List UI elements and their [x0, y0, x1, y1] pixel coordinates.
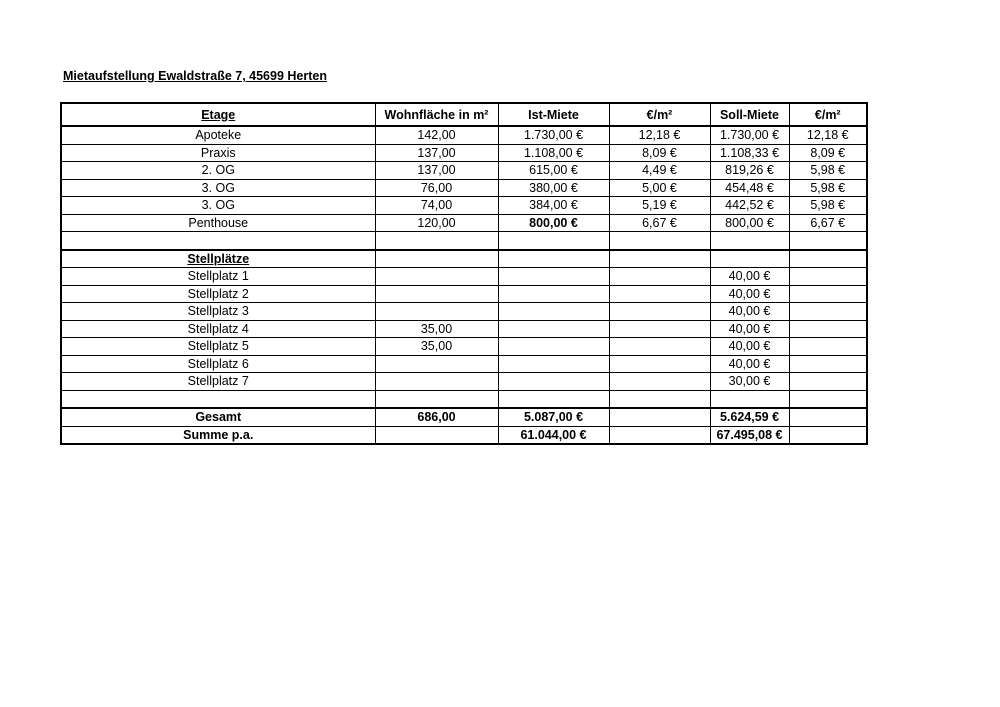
table-cell	[375, 373, 498, 391]
unit-row	[61, 144, 867, 162]
table-cell: Stellplatz 2	[61, 285, 375, 303]
table-cell: 8,09 €	[789, 144, 867, 162]
table-cell: 686,00	[375, 408, 498, 426]
column-header: Wohnfläche in m²	[375, 103, 498, 126]
table-cell	[609, 303, 710, 321]
table-cell: Stellplatz 5	[61, 338, 375, 356]
parking-section-label: Stellplätze	[61, 250, 375, 268]
table-cell: Stellplatz 3	[61, 303, 375, 321]
table-cell	[609, 426, 710, 444]
table-cell: 5,98 €	[789, 162, 867, 180]
table-cell: 67.495,08 €	[710, 426, 789, 444]
column-header: Ist-Miete	[498, 103, 609, 126]
table-cell: 1.108,00 €	[498, 144, 609, 162]
column-header: €/m²	[789, 103, 867, 126]
table-cell: 384,00 €	[498, 197, 609, 215]
table-cell: Gesamt	[61, 408, 375, 426]
table-cell: 800,00 €	[498, 214, 609, 232]
parking-header-row	[61, 250, 867, 268]
table-cell: Stellplatz 7	[61, 373, 375, 391]
table-cell	[710, 250, 789, 268]
table-cell: 74,00	[375, 197, 498, 215]
header-row	[61, 103, 867, 126]
table-cell	[609, 285, 710, 303]
parking-row	[61, 320, 867, 338]
table-cell: 40,00 €	[710, 338, 789, 356]
table-cell	[710, 232, 789, 250]
table-cell: 4,49 €	[609, 162, 710, 180]
table-cell	[789, 408, 867, 426]
table-cell: 137,00	[375, 162, 498, 180]
table-cell	[498, 355, 609, 373]
table-cell	[609, 268, 710, 286]
parking-row	[61, 338, 867, 356]
table-cell: 40,00 €	[710, 268, 789, 286]
table-cell	[789, 338, 867, 356]
table-cell	[789, 232, 867, 250]
table-cell	[498, 373, 609, 391]
table-cell: 5.087,00 €	[498, 408, 609, 426]
table-cell: 137,00	[375, 144, 498, 162]
table-cell: 120,00	[375, 214, 498, 232]
table-cell: 35,00	[375, 320, 498, 338]
table-cell	[375, 285, 498, 303]
column-header: Soll-Miete	[710, 103, 789, 126]
column-header: Etage	[61, 103, 375, 126]
table-cell	[498, 250, 609, 268]
table-cell	[789, 373, 867, 391]
table-cell	[789, 250, 867, 268]
table-cell: 3. OG	[61, 197, 375, 215]
table-cell: 40,00 €	[710, 320, 789, 338]
table-cell	[710, 390, 789, 408]
table-cell	[498, 303, 609, 321]
table-cell: Praxis	[61, 144, 375, 162]
table-cell	[375, 250, 498, 268]
table-cell	[609, 250, 710, 268]
parking-row	[61, 355, 867, 373]
table-cell	[498, 285, 609, 303]
table-cell	[498, 320, 609, 338]
table-cell	[375, 303, 498, 321]
table-cell: 615,00 €	[498, 162, 609, 180]
table-cell: 12,18 €	[789, 126, 867, 144]
parking-row	[61, 268, 867, 286]
table-cell	[375, 426, 498, 444]
table-cell: 8,09 €	[609, 144, 710, 162]
rent-table	[60, 102, 868, 445]
table-cell: Stellplatz 4	[61, 320, 375, 338]
table-cell	[609, 373, 710, 391]
table-cell: 1.108,33 €	[710, 144, 789, 162]
spacer-row	[61, 390, 867, 408]
table-cell	[609, 355, 710, 373]
unit-row	[61, 162, 867, 180]
table-cell: 442,52 €	[710, 197, 789, 215]
table-cell	[498, 390, 609, 408]
table-cell: 819,26 €	[710, 162, 789, 180]
table-cell	[609, 232, 710, 250]
table-cell: 6,67 €	[609, 214, 710, 232]
table-cell: 40,00 €	[710, 355, 789, 373]
table-cell	[789, 426, 867, 444]
table-cell	[498, 268, 609, 286]
table-cell	[789, 285, 867, 303]
table-cell: 76,00	[375, 179, 498, 197]
unit-row	[61, 179, 867, 197]
column-header: €/m²	[609, 103, 710, 126]
table-cell: Summe p.a.	[61, 426, 375, 444]
table-cell	[61, 232, 375, 250]
table-cell: 5,00 €	[609, 179, 710, 197]
table-cell: 35,00	[375, 338, 498, 356]
table-cell: 454,48 €	[710, 179, 789, 197]
table-cell: Penthouse	[61, 214, 375, 232]
table-cell	[609, 320, 710, 338]
table-cell: 5,98 €	[789, 179, 867, 197]
table-cell	[498, 338, 609, 356]
table-cell: 5,98 €	[789, 197, 867, 215]
table-cell: Stellplatz 6	[61, 355, 375, 373]
table-cell	[375, 268, 498, 286]
table-cell	[789, 355, 867, 373]
unit-row	[61, 126, 867, 144]
parking-row	[61, 373, 867, 391]
table-cell: 40,00 €	[710, 285, 789, 303]
table-cell	[498, 232, 609, 250]
table-cell	[789, 268, 867, 286]
table-cell: Stellplatz 1	[61, 268, 375, 286]
table-cell: 5,19 €	[609, 197, 710, 215]
table-cell: 800,00 €	[710, 214, 789, 232]
total-row	[61, 408, 867, 426]
table-cell: 6,67 €	[789, 214, 867, 232]
document-title: Mietaufstellung Ewaldstraße 7, 45699 Herten	[63, 69, 327, 83]
table-cell	[609, 390, 710, 408]
parking-row	[61, 285, 867, 303]
table-cell	[609, 338, 710, 356]
table-cell	[789, 390, 867, 408]
table-cell: 40,00 €	[710, 303, 789, 321]
parking-row	[61, 303, 867, 321]
table-cell: 12,18 €	[609, 126, 710, 144]
table-cell: 2. OG	[61, 162, 375, 180]
table-cell: 61.044,00 €	[498, 426, 609, 444]
table-cell: 5.624,59 €	[710, 408, 789, 426]
table-cell: Apoteke	[61, 126, 375, 144]
table-cell: 1.730,00 €	[498, 126, 609, 144]
spacer-row	[61, 232, 867, 250]
annual-total-row	[61, 426, 867, 444]
unit-row	[61, 214, 867, 232]
unit-row	[61, 197, 867, 215]
table-cell	[375, 232, 498, 250]
table-cell: 1.730,00 €	[710, 126, 789, 144]
table-cell: 3. OG	[61, 179, 375, 197]
table-cell: 380,00 €	[498, 179, 609, 197]
table-cell	[789, 320, 867, 338]
table-cell: 142,00	[375, 126, 498, 144]
table-cell	[375, 390, 498, 408]
table-cell	[375, 355, 498, 373]
table-cell	[609, 408, 710, 426]
table-cell	[789, 303, 867, 321]
table-cell	[61, 390, 375, 408]
table-cell: 30,00 €	[710, 373, 789, 391]
